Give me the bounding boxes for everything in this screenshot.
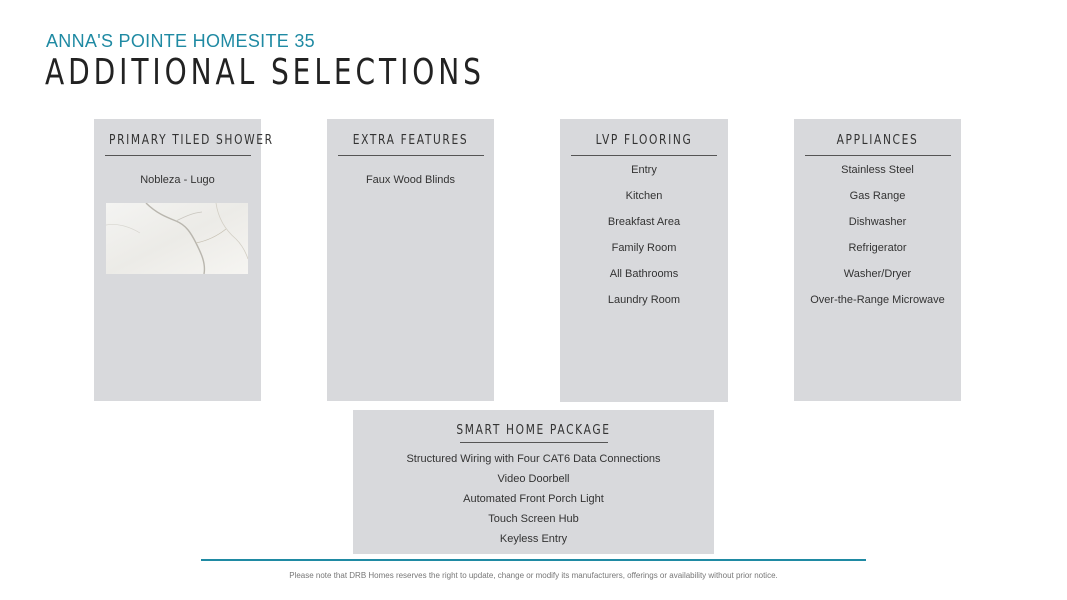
list-item: Structured Wiring with Four CAT6 Data Connections bbox=[406, 453, 661, 465]
card-primary-tiled-shower bbox=[94, 119, 274, 401]
list-item: Refrigerator bbox=[848, 242, 907, 254]
list-item: Family Room bbox=[611, 242, 677, 254]
card-divider bbox=[571, 155, 717, 156]
list-item: Automated Front Porch Light bbox=[463, 493, 604, 505]
list-item: Gas Range bbox=[849, 190, 906, 202]
card-lvp-flooring bbox=[560, 119, 728, 402]
card-divider bbox=[805, 155, 951, 156]
card-title: APPLIANCES bbox=[836, 133, 919, 148]
card-title: LVP FLOORING bbox=[595, 133, 693, 148]
card-title: SMART HOME PACKAGE bbox=[456, 423, 611, 438]
list-item: Breakfast Area bbox=[607, 216, 681, 228]
card-divider bbox=[338, 155, 484, 156]
list-item: Laundry Room bbox=[607, 294, 681, 306]
card-divider bbox=[460, 442, 608, 443]
card-title: EXTRA FEATURES bbox=[352, 133, 469, 148]
footer-divider bbox=[201, 559, 866, 561]
list-item: Keyless Entry bbox=[499, 533, 568, 545]
list-item: Over-the-Range Microwave bbox=[810, 294, 945, 306]
list-item: Faux Wood Blinds bbox=[365, 174, 456, 186]
card-divider bbox=[105, 155, 251, 156]
list-item: Dishwasher bbox=[848, 216, 907, 228]
list-item: Nobleza - Lugo bbox=[140, 174, 215, 186]
card-extra-features bbox=[327, 119, 494, 401]
list-item: All Bathrooms bbox=[609, 268, 679, 280]
list-item: Washer/Dryer bbox=[843, 268, 912, 280]
disclaimer-note: Please note that DRB Homes reserves the right to update, change or modify its manufacturers, offerings or availability without prior notice. bbox=[289, 571, 778, 580]
marble-tile-swatch bbox=[106, 203, 248, 274]
list-item: Entry bbox=[631, 164, 657, 176]
card-title: PRIMARY TILED SHOWER bbox=[109, 133, 274, 148]
card-smart-home-package bbox=[353, 410, 714, 554]
list-item: Kitchen bbox=[625, 190, 663, 202]
page-subtitle: ANNA'S POINTE HOMESITE 35 bbox=[46, 31, 315, 51]
list-item: Stainless Steel bbox=[841, 164, 914, 176]
list-item: Video Doorbell bbox=[497, 473, 570, 485]
list-item: Touch Screen Hub bbox=[488, 513, 579, 525]
page-title: ADDITIONAL SELECTIONS bbox=[45, 52, 485, 93]
card-appliances bbox=[794, 119, 961, 401]
